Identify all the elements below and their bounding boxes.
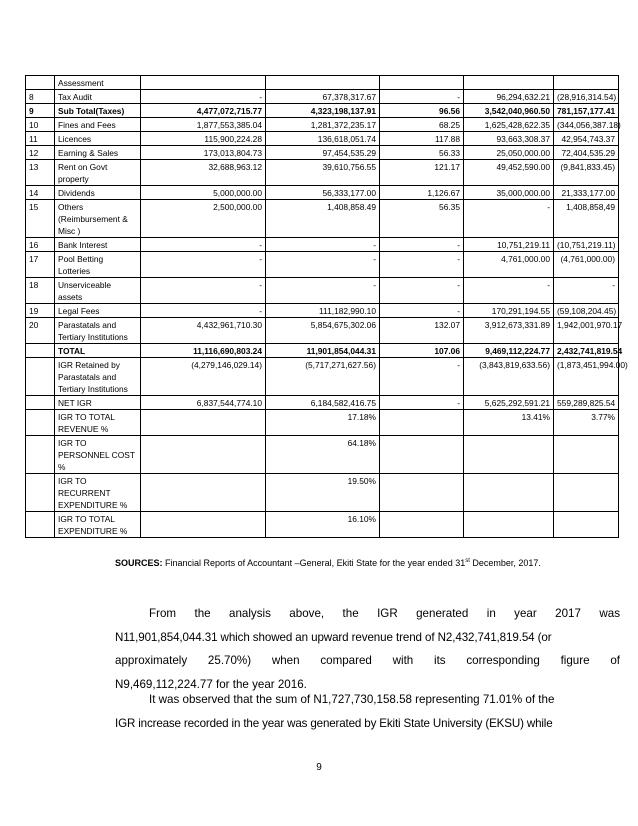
value-cell: - (380, 396, 464, 410)
value-cell: 1,281,372,235.17 (266, 118, 380, 132)
value-cell: 1,126.67 (380, 186, 464, 200)
value-cell (141, 76, 266, 90)
table-row (26, 160, 619, 186)
row-label: NET IGR (55, 396, 141, 410)
value-cell: - (266, 278, 380, 304)
source-text-end: December, 2017. (469, 558, 541, 568)
row-number: 19 (26, 304, 55, 318)
value-cell: 136,618,051.74 (266, 132, 380, 146)
row-number (26, 76, 55, 90)
value-cell: 97,454,535.29 (266, 146, 380, 160)
row-number: 11 (26, 132, 55, 146)
value-cell: 67,378,317.67 (266, 90, 380, 104)
value-cell: (5,717,271,627.56) (266, 358, 380, 396)
value-cell: (1,873,451,994.00) (554, 358, 619, 396)
table-row (26, 186, 619, 200)
row-label: Sub Total(Taxes) (55, 104, 141, 118)
value-cell: 11,116,690,803.24 (141, 344, 266, 358)
table-row (26, 436, 619, 474)
value-cell: 35,000,000.00 (464, 186, 554, 200)
table-row (26, 344, 619, 358)
row-number: 10 (26, 118, 55, 132)
value-cell: (10,751,219.11) (554, 238, 619, 252)
value-cell: - (141, 304, 266, 318)
source-label: SOURCES: (115, 558, 163, 568)
value-cell: - (380, 238, 464, 252)
row-number (26, 396, 55, 410)
paragraph-line: From the analysis above, the IGR generated in year 2017 was (149, 607, 620, 620)
value-cell (141, 410, 266, 436)
value-cell: - (380, 278, 464, 304)
row-number: 17 (26, 252, 55, 278)
table-row (26, 104, 619, 118)
value-cell: 96.56 (380, 104, 464, 118)
value-cell: 132.07 (380, 318, 464, 344)
value-cell: 32,688,963.12 (141, 160, 266, 186)
row-label: Earning & Sales (55, 146, 141, 160)
value-cell: 781,157,177.41 (554, 104, 619, 118)
row-number: 16 (26, 238, 55, 252)
row-number: 20 (26, 318, 55, 344)
value-cell (380, 436, 464, 474)
value-cell: 21,333,177.00 (554, 186, 619, 200)
table-row (26, 200, 619, 238)
value-cell: 9,469,112,224.77 (464, 344, 554, 358)
row-label: IGR Retained by Parastatals and Tertiary Institutions (55, 358, 141, 396)
row-label: Legal Fees (55, 304, 141, 318)
paragraph-analysis (115, 602, 620, 696)
value-cell: 5,000,000.00 (141, 186, 266, 200)
row-number: 14 (26, 186, 55, 200)
value-cell: - (380, 252, 464, 278)
table-row (26, 304, 619, 318)
value-cell: 4,477,072,715.77 (141, 104, 266, 118)
value-cell: - (380, 358, 464, 396)
value-cell (380, 410, 464, 436)
value-cell: - (380, 304, 464, 318)
table-row (26, 252, 619, 278)
value-cell: 56,333,177.00 (266, 186, 380, 200)
value-cell: 559,289,825.54 (554, 396, 619, 410)
row-label: IGR TO RECURRENT EXPENDITURE % (55, 474, 141, 512)
row-label: Others (Reimbursement & Misc ) (55, 200, 141, 238)
value-cell: 3,542,040,960.50 (464, 104, 554, 118)
value-cell: 4,761,000.00 (464, 252, 554, 278)
value-cell: 1,408,858.49 (266, 200, 380, 238)
source-text: Financial Reports of Accountant –General, Ekiti State for the year ended 31 (165, 558, 466, 568)
table-row (26, 132, 619, 146)
value-cell (141, 512, 266, 538)
row-number (26, 344, 55, 358)
table-row (26, 90, 619, 104)
row-label: Bank Interest (55, 238, 141, 252)
row-number: 13 (26, 160, 55, 186)
value-cell: - (141, 90, 266, 104)
value-cell (554, 474, 619, 512)
table-row (26, 318, 619, 344)
value-cell: - (266, 238, 380, 252)
value-cell: 42,954,743.37 (554, 132, 619, 146)
value-cell: (59,108,204.45) (554, 304, 619, 318)
row-label: Tax Audit (55, 90, 141, 104)
row-label: Dividends (55, 186, 141, 200)
value-cell: 10,751,219.11 (464, 238, 554, 252)
paragraph-line: N11,901,854,044.31 which showed an upward revenue trend of N2,432,741,819.54 (or (115, 630, 552, 644)
row-number: 15 (26, 200, 55, 238)
value-cell (464, 512, 554, 538)
table-row (26, 512, 619, 538)
value-cell: 121.17 (380, 160, 464, 186)
value-cell: (28,916,314.54) (554, 90, 619, 104)
value-cell: 49,452,590.00 (464, 160, 554, 186)
value-cell: 2,500,000.00 (141, 200, 266, 238)
value-cell: 72,404,535.29 (554, 146, 619, 160)
value-cell: 6,184,582,416.75 (266, 396, 380, 410)
table-row (26, 410, 619, 436)
value-cell: 16.10% (266, 512, 380, 538)
row-label: Parastatals and Tertiary Institutions (55, 318, 141, 344)
row-number (26, 474, 55, 512)
value-cell: 1,942,001,970.17 (554, 318, 619, 344)
value-cell: 11,901,854,044.31 (266, 344, 380, 358)
value-cell: - (141, 278, 266, 304)
value-cell: - (141, 238, 266, 252)
table-row (26, 238, 619, 252)
value-cell: 111,182,990.10 (266, 304, 380, 318)
value-cell: (3,843,819,633.56) (464, 358, 554, 396)
value-cell (266, 76, 380, 90)
value-cell: 1,408,858,49 (554, 200, 619, 238)
row-number: 12 (26, 146, 55, 160)
row-number (26, 358, 55, 396)
row-label: TOTAL (55, 344, 141, 358)
value-cell: 117.88 (380, 132, 464, 146)
paragraph-line: N9,469,112,224.77 for the year 2016. (115, 677, 307, 691)
row-label: IGR TO PERSONNEL COST % (55, 436, 141, 474)
value-cell (554, 436, 619, 474)
value-cell: (4,279,146,029.14) (141, 358, 266, 396)
value-cell (554, 512, 619, 538)
value-cell: 25,050,000.00 (464, 146, 554, 160)
value-cell: 17.18% (266, 410, 380, 436)
value-cell: - (266, 252, 380, 278)
value-cell (380, 474, 464, 512)
value-cell: 5,625,292,591.21 (464, 396, 554, 410)
table-row (26, 118, 619, 132)
value-cell: (344,056,387.18) (554, 118, 619, 132)
value-cell (380, 512, 464, 538)
row-number (26, 436, 55, 474)
value-cell: (4,761,000.00) (554, 252, 619, 278)
value-cell: 13.41% (464, 410, 554, 436)
row-number (26, 410, 55, 436)
row-label: Unserviceable assets (55, 278, 141, 304)
value-cell (141, 474, 266, 512)
row-label: IGR TO TOTAL EXPENDITURE % (55, 512, 141, 538)
row-label: Rent on Govt property (55, 160, 141, 186)
value-cell: - (554, 278, 619, 304)
table-row (26, 278, 619, 304)
value-cell: - (380, 90, 464, 104)
value-cell (464, 436, 554, 474)
value-cell: 107.06 (380, 344, 464, 358)
value-cell: 19.50% (266, 474, 380, 512)
value-cell (464, 76, 554, 90)
value-cell: 56.35 (380, 200, 464, 238)
paragraph-line: It was observed that the sum of N1,727,730,158.58 representing 71.01% of the (149, 693, 555, 706)
value-cell: 64.18% (266, 436, 380, 474)
value-cell: 5,854,675,302.06 (266, 318, 380, 344)
table-row (26, 146, 619, 160)
value-cell (141, 436, 266, 474)
value-cell: - (464, 278, 554, 304)
value-cell: 170,291,194.55 (464, 304, 554, 318)
value-cell: (9,841,833.45) (554, 160, 619, 186)
paragraph-line: IGR increase recorded in the year was generated by Ekiti State University (EKSU) while (115, 716, 553, 730)
value-cell: 3.77% (554, 410, 619, 436)
value-cell: 56.33 (380, 146, 464, 160)
row-label: Assessment (55, 76, 141, 90)
value-cell: 39,610,756.55 (266, 160, 380, 186)
table-row (26, 76, 619, 90)
value-cell: 4,323,198,137.91 (266, 104, 380, 118)
page-number: 9 (316, 762, 322, 773)
row-label: IGR TO TOTAL REVENUE % (55, 410, 141, 436)
value-cell (380, 76, 464, 90)
value-cell: 1,625,428,622.35 (464, 118, 554, 132)
igr-table (25, 75, 628, 538)
row-number: 8 (26, 90, 55, 104)
value-cell: 2,432,741,819.54 (554, 344, 619, 358)
table-row (26, 358, 619, 396)
value-cell: - (141, 252, 266, 278)
value-cell (554, 76, 619, 90)
paragraph-line: approximately 25.70%) when compared with its corresponding figure of (115, 654, 620, 667)
row-number: 9 (26, 104, 55, 118)
value-cell: 6,837,544,774.10 (141, 396, 266, 410)
value-cell: 96,294,632.21 (464, 90, 554, 104)
igr-table-body (26, 76, 628, 538)
table-row (26, 396, 619, 410)
row-label: Pool Betting Lotteries (55, 252, 141, 278)
value-cell: 68.25 (380, 118, 464, 132)
table-row (26, 474, 619, 512)
value-cell (464, 474, 554, 512)
row-label: Licences (55, 132, 141, 146)
value-cell: 173,013,804.73 (141, 146, 266, 160)
value-cell: 4,432,961,710.30 (141, 318, 266, 344)
source-note (115, 558, 541, 568)
value-cell: 1,877,553,385.04 (141, 118, 266, 132)
value-cell: 3,912,673,331.89 (464, 318, 554, 344)
row-number (26, 512, 55, 538)
paragraph-observation (115, 688, 620, 735)
value-cell: - (464, 200, 554, 238)
value-cell: 115,900,224.28 (141, 132, 266, 146)
row-label: Fines and Fees (55, 118, 141, 132)
source-sup: st (465, 558, 470, 564)
row-number: 18 (26, 278, 55, 304)
value-cell: 93,663,308.37 (464, 132, 554, 146)
